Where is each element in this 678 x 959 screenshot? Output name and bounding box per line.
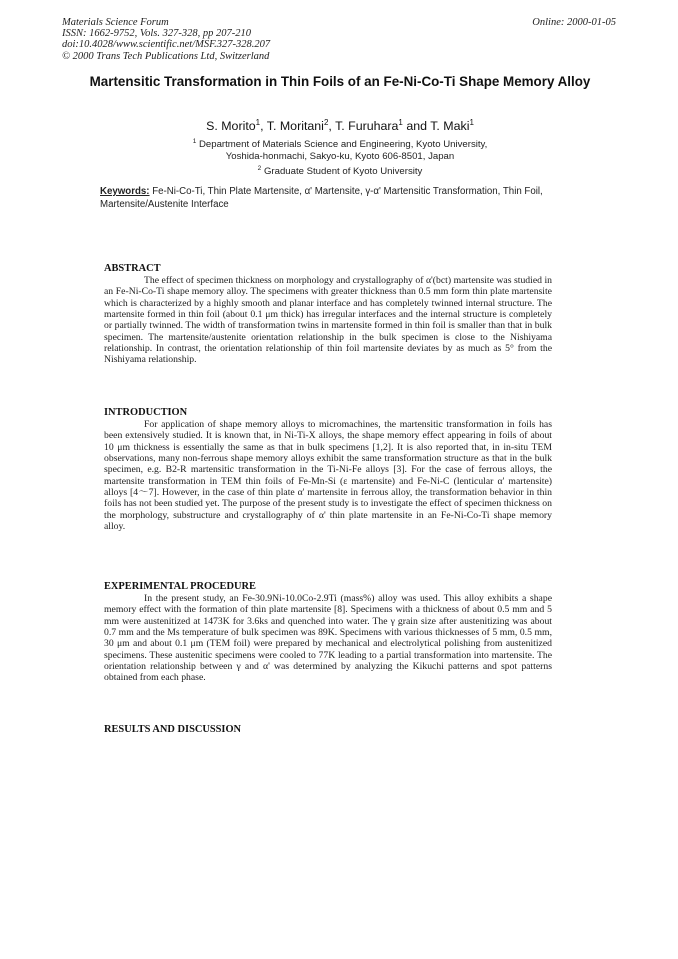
introduction-text: For application of shape memory alloys to micromachines, the martensitic transformation in foils has been extensively studied. It is known that, in Ni-Ti-X alloys, the shape memory effect appearing in foils of about 10 μm thickness is essentially the same as that in bulk specimens [1,2]. It is also reported that, in in-situ TEM observations, many non-ferrous shape memory alloys exhibit the same transformation structure as that in the bulk specimen, e.g. B2-R martensitic transformation in the Ti-Ni-Fe alloys [3]. For the case of ferrous alloys, the martensite transformation in TEM thin foils of Fe-Mn-Si (ε martensite) and Fe-Ni-C (lenticular α' martensite) alloys [4～7]. However, in the case of thin plate α' martensite in ferrous alloy, the transformation behavior in thin foils has not been studied yet. The purpose of the present study is to investigate the effect of specimen thickness on the morphology, substructure and crystallography of α' thin plate martensite in an Fe-Ni-Co-Ti shape memory alloy. [104, 419, 552, 533]
results-section [104, 723, 552, 736]
journal-header [62, 17, 270, 62]
author: T. Maki$^1$ [430, 118, 474, 134]
issn-line: ISSN: 1662-9752, Vols. 327-328, pp 207-210 [62, 28, 251, 40]
section-heading: ABSTRACT [104, 263, 161, 274]
affiliation-2: $^2$ Graduate Student of Kyoto University [257, 165, 423, 178]
keywords-label: Keywords: [100, 186, 150, 197]
experimental-section [104, 580, 552, 684]
keywords [100, 186, 552, 211]
author-list [80, 118, 600, 133]
author: T. Furuhara$^1$ and [335, 118, 431, 134]
journal-name: Materials Science Forum [62, 17, 169, 28]
section-heading: EXPERIMENTAL PROCEDURE [104, 581, 256, 592]
doi-line: doi:10.4028/www.scientific.net/MSF.327-328.207 [62, 39, 271, 51]
online-date: Online: 2000-01-05 [532, 17, 616, 28]
author: T. Moritani$^2$, [266, 118, 336, 134]
experimental-text: In the present study, an Fe-30.9Ni-10.0Co-2.9Ti (mass%) alloy was used. This alloy exhibits a shape memory effect with the formation of thin plate martensite [8]. Specimens with a thickness of about 0.5 mm and 5 mm were austenitized at 1473K for 3.6ks and quenched into water. The γ grain size after austenitizing was about 0.7 mm and the Ms temperature of bulk specimen was 89K. Specimens with various thicknesses of 5 mm, 0.5 mm, 30 μm and about 0.1 μm (TEM foil) were prepared by mechanical and electrolytical polishing from austenitized specimens. These austenitic specimens were cooled to 77K leading to a partial transformation into martensite. The orientation relationship between γ and α' was determined by analyzing the Kikuchi patterns and spot patterns obtained from each phase. [104, 593, 552, 684]
author: S. Morito$^1$, [206, 118, 267, 134]
copyright-line: © 2000 Trans Tech Publications Ltd, Switzerland [62, 50, 270, 62]
introduction-section [104, 406, 552, 532]
paper-title: Martensitic Transformation in Thin Foils of an Fe-Ni-Co-Ti Shape Memory Alloy [89, 74, 591, 89]
section-heading: RESULTS AND DISCUSSION [104, 724, 242, 735]
section-heading: INTRODUCTION [104, 407, 188, 418]
abstract-text: The effect of specimen thickness on morphology and crystallography of α'(bct) martensite was studied in an Fe-Ni-Co-Ti shape memory alloy. The specimens with greater thickness than 0.5 mm form thin plate martensite which is characterized by a highly smooth and planar interface and has completely twinned internal structure. The martensite formed in thin foil (about 0.1 μm thick) has irregular interfaces and the internal structure is completely or partially twinned. The width of transformation twins in martensite formed in thin foil is smaller than that in bulk specimen. The martensite/austenite orientation relationship in the bulk specimen is close to the Nishiyama relationship. In contrast, the orientation relationship of thin foil martensite deviates by as much as 5° from the Nishiyama relationship. [104, 275, 552, 366]
affiliation-1: $^1$ Department of Materials Science and Engineering, Kyoto University, Yoshida-honmachi, Sakyo-ku, Kyoto 606-8501, Japan [192, 138, 488, 162]
abstract-section [104, 262, 552, 366]
keywords-text: Fe-Ni-Co-Ti, Thin Plate Martensite, α' Martensite, γ-α' Martensitic Transformation, Thin Foil, Martensite/Austenite Interface [100, 186, 543, 210]
